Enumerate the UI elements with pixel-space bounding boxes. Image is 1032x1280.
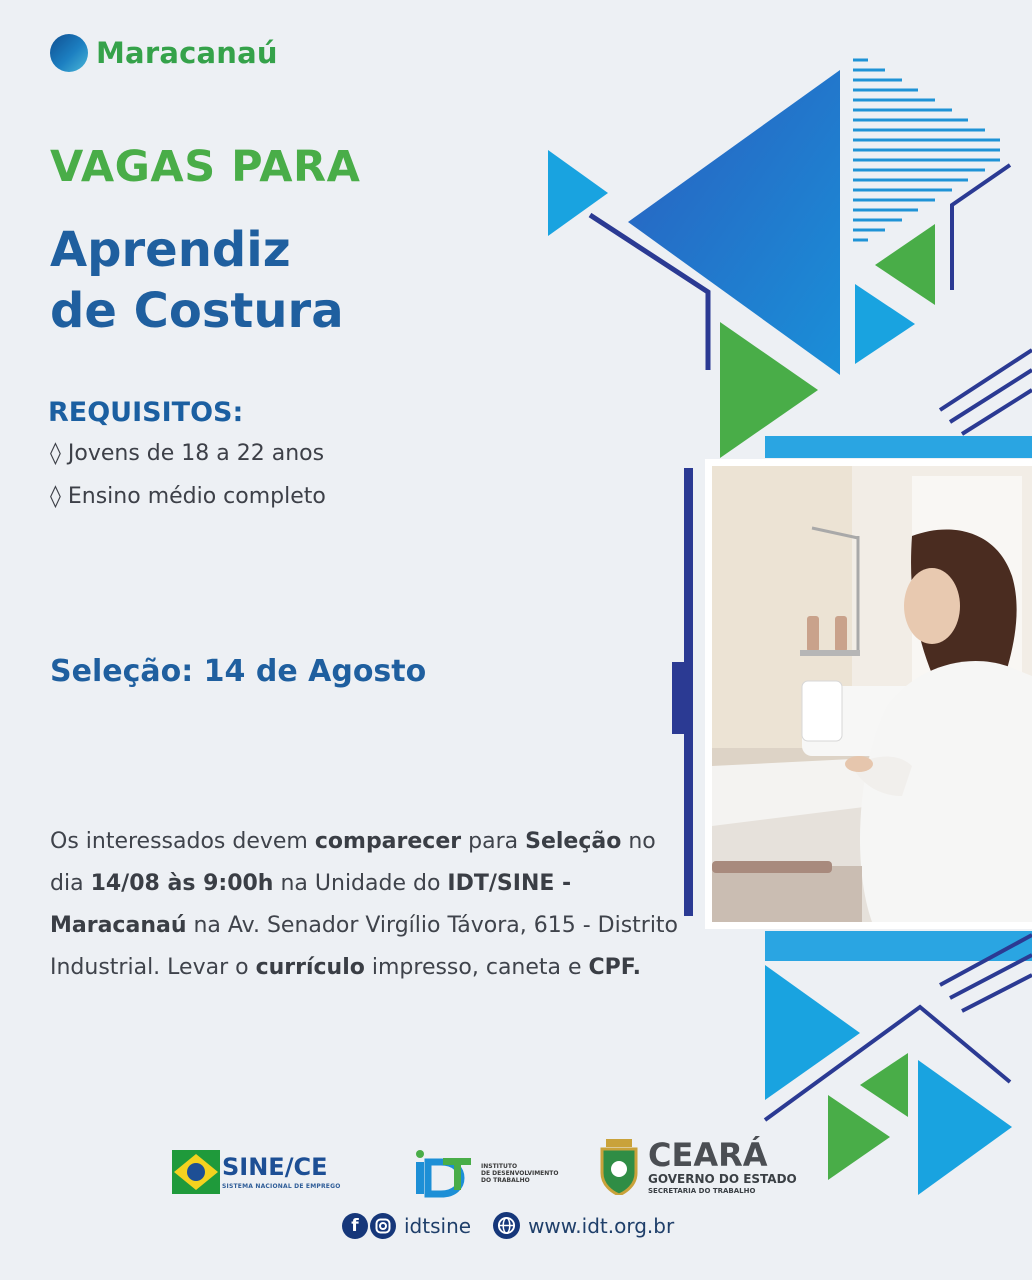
title-line-2: de Costura xyxy=(50,283,344,339)
idt-logo: INSTITUTO DE DESENVOLVIMENTO DO TRABALHO xyxy=(413,1148,558,1198)
headline-title xyxy=(50,220,344,342)
idt-logo-icon xyxy=(413,1148,475,1198)
title-line-1: Aprendiz xyxy=(50,222,291,278)
headline-kicker: VAGAS PARA xyxy=(50,142,361,192)
sine-logo xyxy=(172,1150,341,1194)
description: Os interessados devem comparecer para Seleção no dia 14/08 às 9:00h na Unidade do IDT/SINE - Maracanaú na Av. Senador Virgílio Távora, 615 - Distrito Industrial. Levar o currículo impresso, caneta e CPF. xyxy=(50,829,679,980)
ceara-logo xyxy=(598,1138,797,1196)
ceara-secretary: SECRETARIA DO TRABALHO xyxy=(648,1187,756,1195)
ceara-subtitle: GOVERNO DO ESTADO xyxy=(648,1172,797,1186)
city-brand xyxy=(50,34,278,72)
city-name: Maracanaú xyxy=(96,36,278,70)
website-link[interactable]: www.idt.org.br xyxy=(528,1213,675,1238)
sine-name: SINE/CE xyxy=(222,1152,328,1181)
social-handle[interactable]: idtsine xyxy=(404,1213,472,1238)
selection-date: Seleção: 14 de Agosto xyxy=(50,654,427,689)
ceara-name: CEARÁ xyxy=(648,1136,768,1174)
list-item: ◊ Jovens de 18 a 22 anos xyxy=(50,441,325,466)
city-logo-icon xyxy=(50,34,88,72)
sine-subtitle: SISTEMA NACIONAL DE EMPREGO xyxy=(222,1182,341,1190)
brazil-flag-icon xyxy=(172,1150,220,1194)
list-item: ◊ Ensino médio completo xyxy=(50,484,326,509)
contact-bar xyxy=(342,1212,674,1239)
requirements-list xyxy=(50,432,326,518)
sewing-photo xyxy=(712,466,1032,922)
instagram-icon[interactable] xyxy=(370,1213,396,1239)
requirements-title: REQUISITOS: xyxy=(48,397,244,428)
ceara-coat-of-arms-icon xyxy=(598,1139,640,1195)
bullet-icon: ◊ xyxy=(50,441,61,466)
facebook-icon[interactable]: f xyxy=(342,1213,368,1239)
bullet-icon: ◊ xyxy=(50,484,61,509)
globe-icon xyxy=(493,1212,520,1239)
